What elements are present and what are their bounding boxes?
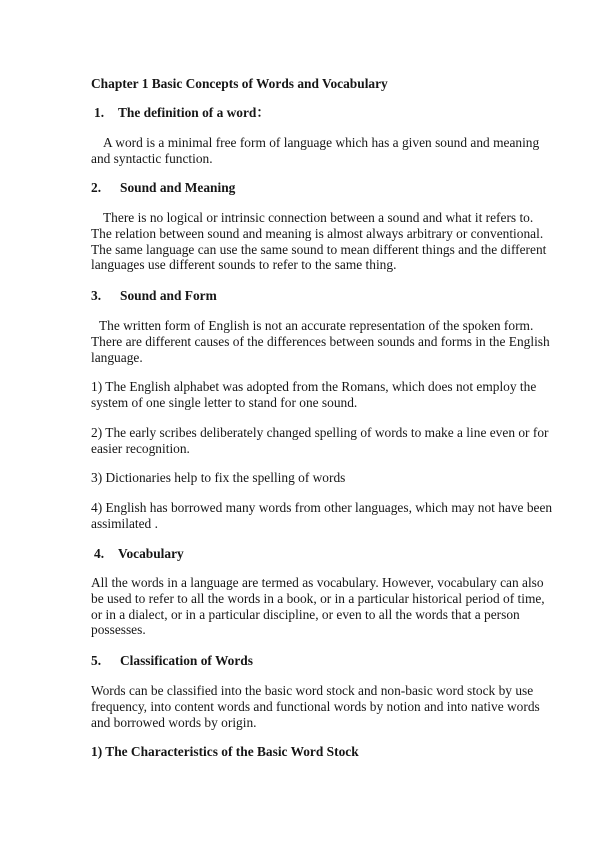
chapter-title: Chapter 1 Basic Concepts of Words and Vocabulary [91,76,388,91]
list-item [91,500,552,532]
section-number: 4. [94,546,105,561]
text-line: A word is a minimal free form of language which has a given sound and meaning [103,135,540,150]
text-line: Words can be classified into the basic word stock and non-basic word stock by use [91,683,534,698]
section-number: 1. [94,105,105,120]
text-line: There are different causes of the differences between sounds and forms in the English [91,333,550,349]
section-number: 3. [91,288,102,303]
text-line: possesses. [91,622,146,638]
list-item [91,379,536,411]
text-line: easier recognition. [91,440,190,456]
text-line: and syntactic function. [91,150,213,166]
text-line: assimilated . [91,515,158,531]
subheading: 1) The Characteristics of the Basic Word Stock [91,744,359,759]
section-number: 5. [91,653,102,668]
section-heading-4 [94,546,184,562]
section-heading-2 [91,180,235,196]
text-line: language. [91,349,143,365]
text-line: or in a dialect, or in a particular discipline, or even to all the words that a person [91,606,520,622]
text-line: 3) Dictionaries help to fix the spelling of words [91,470,346,485]
text-line: languages use different sounds to refer to the same thing. [91,257,397,273]
text-line: 1) The English alphabet was adopted from the Romans, which does not employ the [91,379,537,394]
section-2-paragraph [91,210,546,273]
text-line: The written form of English is not an accurate representation of the spoken form. [99,318,534,333]
text-line: There is no logical or intrinsic connection between a sound and what it refers to. [103,210,534,225]
section-5-paragraph [91,683,540,730]
section-heading-1 [94,105,270,121]
section-title: Sound and Form [120,288,217,303]
section-heading-3 [91,288,217,304]
text-line: 2) The early scribes deliberately changed spelling of words to make a line even or for [91,425,549,440]
text-line: be used to refer to all the words in a book, or in a particular historical period of time, [91,590,545,606]
list-item [91,425,548,457]
text-line: 4) English has borrowed many words from other languages, which may not have been [91,500,553,515]
section-number: 2. [91,180,102,195]
section-title: Vocabulary [118,546,184,561]
list-item [91,470,345,486]
text-line: The same language can use the same sound to mean different things and the different [91,241,547,257]
text-line: The relation between sound and meaning is almost always arbitrary or conventional. [91,225,544,241]
text-line: All the words in a language are termed as vocabulary. However, vocabulary can also [91,575,544,590]
text-line: system of one single letter to stand for one sound. [91,394,358,410]
section-title: Sound and Meaning [120,180,236,195]
section-3-paragraph [91,318,550,365]
section-heading-5 [91,653,253,669]
section-title: Classification of Words [120,653,253,668]
text-line: frequency, into content words and functional words by notion and into native words [91,698,540,714]
text-line: and borrowed words by origin. [91,714,257,730]
section-4-paragraph [91,575,545,638]
section-title: The definition of a word： [118,105,270,120]
section-1-paragraph [91,135,539,167]
